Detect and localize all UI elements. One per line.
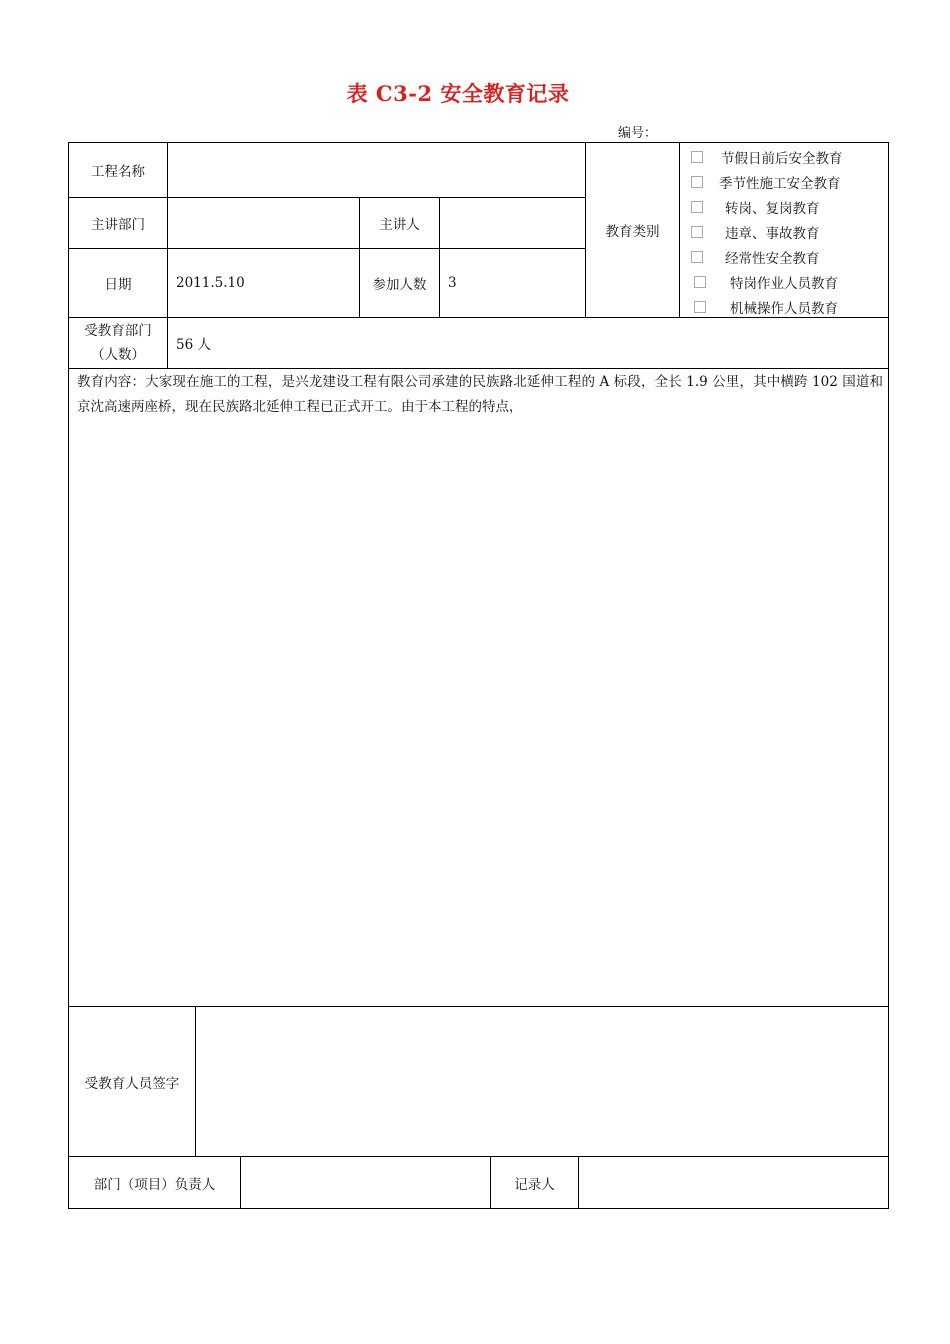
border-bottom	[68, 1208, 889, 1209]
recipient-dept-label-line1: 受教育部门	[84, 323, 152, 339]
line-row4	[68, 368, 889, 369]
page-title: 表 C3-2 安全教育记录	[346, 81, 570, 106]
checkbox-job-transfer[interactable]	[691, 201, 703, 213]
checkbox-label: 转岗、复岗教育	[725, 201, 820, 217]
checkbox-seasonal[interactable]	[691, 176, 703, 188]
date-field[interactable]: 2011.5.10	[176, 275, 245, 291]
lecture-dept-label: 主讲部门	[91, 217, 145, 233]
speaker-field[interactable]	[440, 198, 585, 248]
checkbox-label: 季节性施工安全教育	[719, 176, 841, 192]
lecture-dept-field[interactable]	[168, 198, 359, 248]
recipient-dept-label	[69, 318, 167, 368]
dept-head-field[interactable]	[241, 1157, 490, 1208]
signature-field[interactable]	[196, 1007, 888, 1156]
recorder-field[interactable]	[579, 1157, 888, 1208]
dept-head-label: 部门（项目）负责人	[93, 1176, 216, 1193]
border-right	[888, 142, 889, 1209]
signature-label: 受教育人员签字	[84, 1075, 180, 1092]
checkbox-machine-operator[interactable]	[694, 301, 706, 313]
education-content[interactable]: 教育内容：大家现在施工的工程，是兴龙建设工程有限公司承建的民族路北延伸工程的 A 标段，全长 1.9 公里，其中横跨 102 国道和京沈高速两座桥，现在民族路北延伸工程已正式开工。由于本工程的特点，	[77, 374, 883, 415]
date-label: 日期	[104, 277, 132, 293]
checkbox-label: 机械操作人员教育	[730, 301, 838, 317]
checkbox-holiday[interactable]	[691, 151, 703, 163]
participants-label: 参加人数	[372, 277, 427, 293]
checkbox-label: 特岗作业人员教育	[730, 276, 838, 292]
project-name-label: 工程名称	[91, 164, 145, 180]
checkbox-special-operator[interactable]	[694, 276, 706, 288]
recipient-dept-label-line2: （人数）	[91, 347, 145, 363]
recorder-label: 记录人	[514, 1176, 555, 1193]
checkbox-violation-accident[interactable]	[691, 226, 703, 238]
checkbox-label: 违章、事故教育	[725, 226, 820, 242]
checkbox-label: 经常性安全教育	[725, 251, 820, 267]
recipient-dept-field[interactable]: 56 人	[176, 337, 211, 353]
speaker-label: 主讲人	[379, 217, 420, 233]
vline-edutype-options	[679, 142, 680, 318]
education-type-label: 教育类别	[605, 224, 660, 240]
serial-number-label: 编号：	[618, 126, 658, 141]
participants-field[interactable]: 3	[448, 275, 457, 291]
checkbox-label: 节假日前后安全教育	[721, 151, 843, 167]
project-name-field[interactable]	[168, 143, 585, 197]
checkbox-regular[interactable]	[691, 251, 703, 263]
